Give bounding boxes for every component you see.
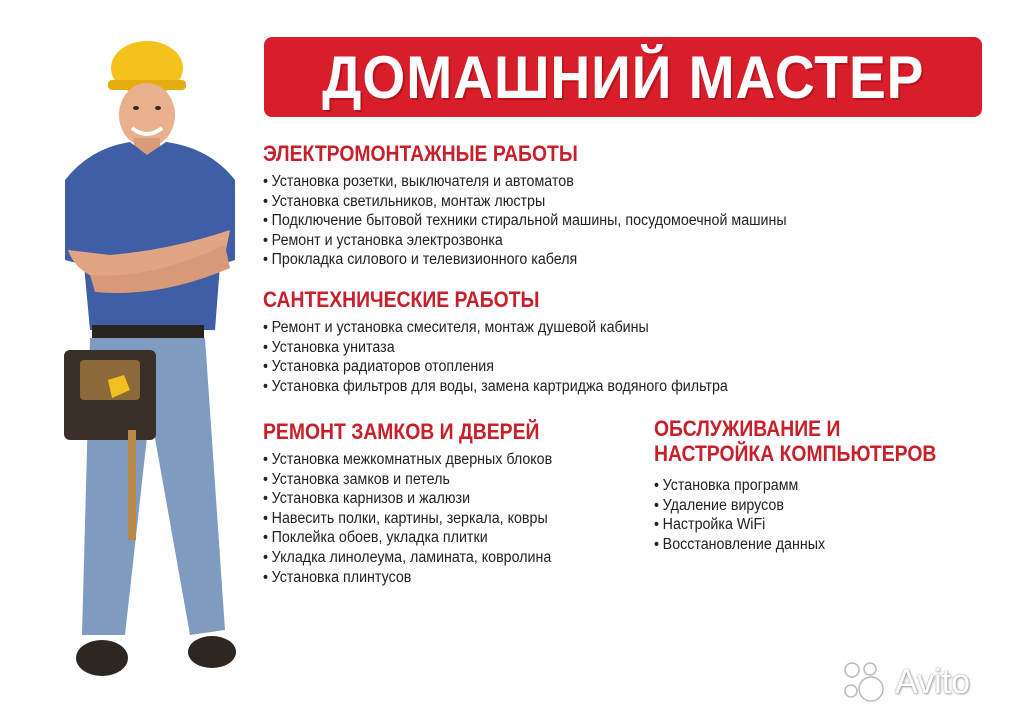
service-list (263, 172, 832, 270)
list-item: • Поклейка обоев, укладка плитки (263, 529, 488, 547)
list-item: • Настройка WiFi (654, 516, 766, 534)
list-item: • Установка карнизов и жалюзи (263, 490, 471, 508)
section-locks-and-doors (263, 420, 577, 587)
avito-watermark (843, 660, 970, 704)
service-list (263, 450, 577, 587)
list-item: • Установка плинтусов (263, 568, 412, 586)
service-list (654, 476, 975, 554)
list-item: • Установка программ (654, 477, 799, 494)
handyman-figure (50, 30, 250, 700)
list-item: • Установка фильтров для воды, замена картриджа водяного фильтра (263, 377, 728, 395)
avito-logo-text: Avito (895, 662, 970, 701)
list-item: • Установка замков и петель (263, 470, 450, 488)
list-item: • Подключение бытовой техники стиральной машины, посудомоечной машины (263, 212, 787, 230)
list-item: • Укладка линолеума, ламината, ковролина (263, 548, 552, 566)
list-item: • Установка унитаза (263, 338, 395, 356)
page-title: ДОМАШНИЙ МАСТЕР (321, 43, 925, 111)
service-list (263, 318, 768, 396)
list-item: • Установка межкомнатных дверных блоков (263, 451, 553, 468)
list-item: • Удаление вирусов (654, 496, 784, 514)
list-item: • Прокладка силового и телевизионного кабеля (263, 251, 578, 269)
title-banner (264, 37, 982, 117)
section-heading-line1: ОБСЛУЖИВАНИЕ И (654, 416, 841, 441)
list-item: • Ремонт и установка смесителя, монтаж душевой кабины (263, 319, 649, 336)
list-item: • Ремонт и установка электрозвонка (263, 231, 503, 249)
avito-circles-icon (843, 660, 889, 704)
section-heading: РЕМОНТ ЗАМКОВ И ДВЕРЕЙ (263, 419, 540, 444)
section-plumbing-work (263, 288, 768, 396)
list-item: • Установка радиаторов отопления (263, 358, 494, 376)
section-heading: САНТЕХНИЧЕСКИЕ РАБОТЫ (263, 287, 540, 312)
list-item: • Восстановление данных (654, 535, 826, 553)
list-item: • Навесить полки, картины, зеркала, ковры (263, 509, 548, 527)
section-heading: ЭЛЕКТРОМОНТАЖНЫЕ РАБОТЫ (263, 141, 578, 166)
list-item: • Установка розетки, выключателя и автоматов (263, 173, 574, 190)
section-heading-line2: НАСТРОЙКА КОМПЬЮТЕРОВ (654, 441, 937, 466)
section-computer-service (654, 416, 975, 554)
section-electrical-work (263, 142, 832, 270)
list-item: • Установка светильников, монтаж люстры (263, 192, 546, 210)
